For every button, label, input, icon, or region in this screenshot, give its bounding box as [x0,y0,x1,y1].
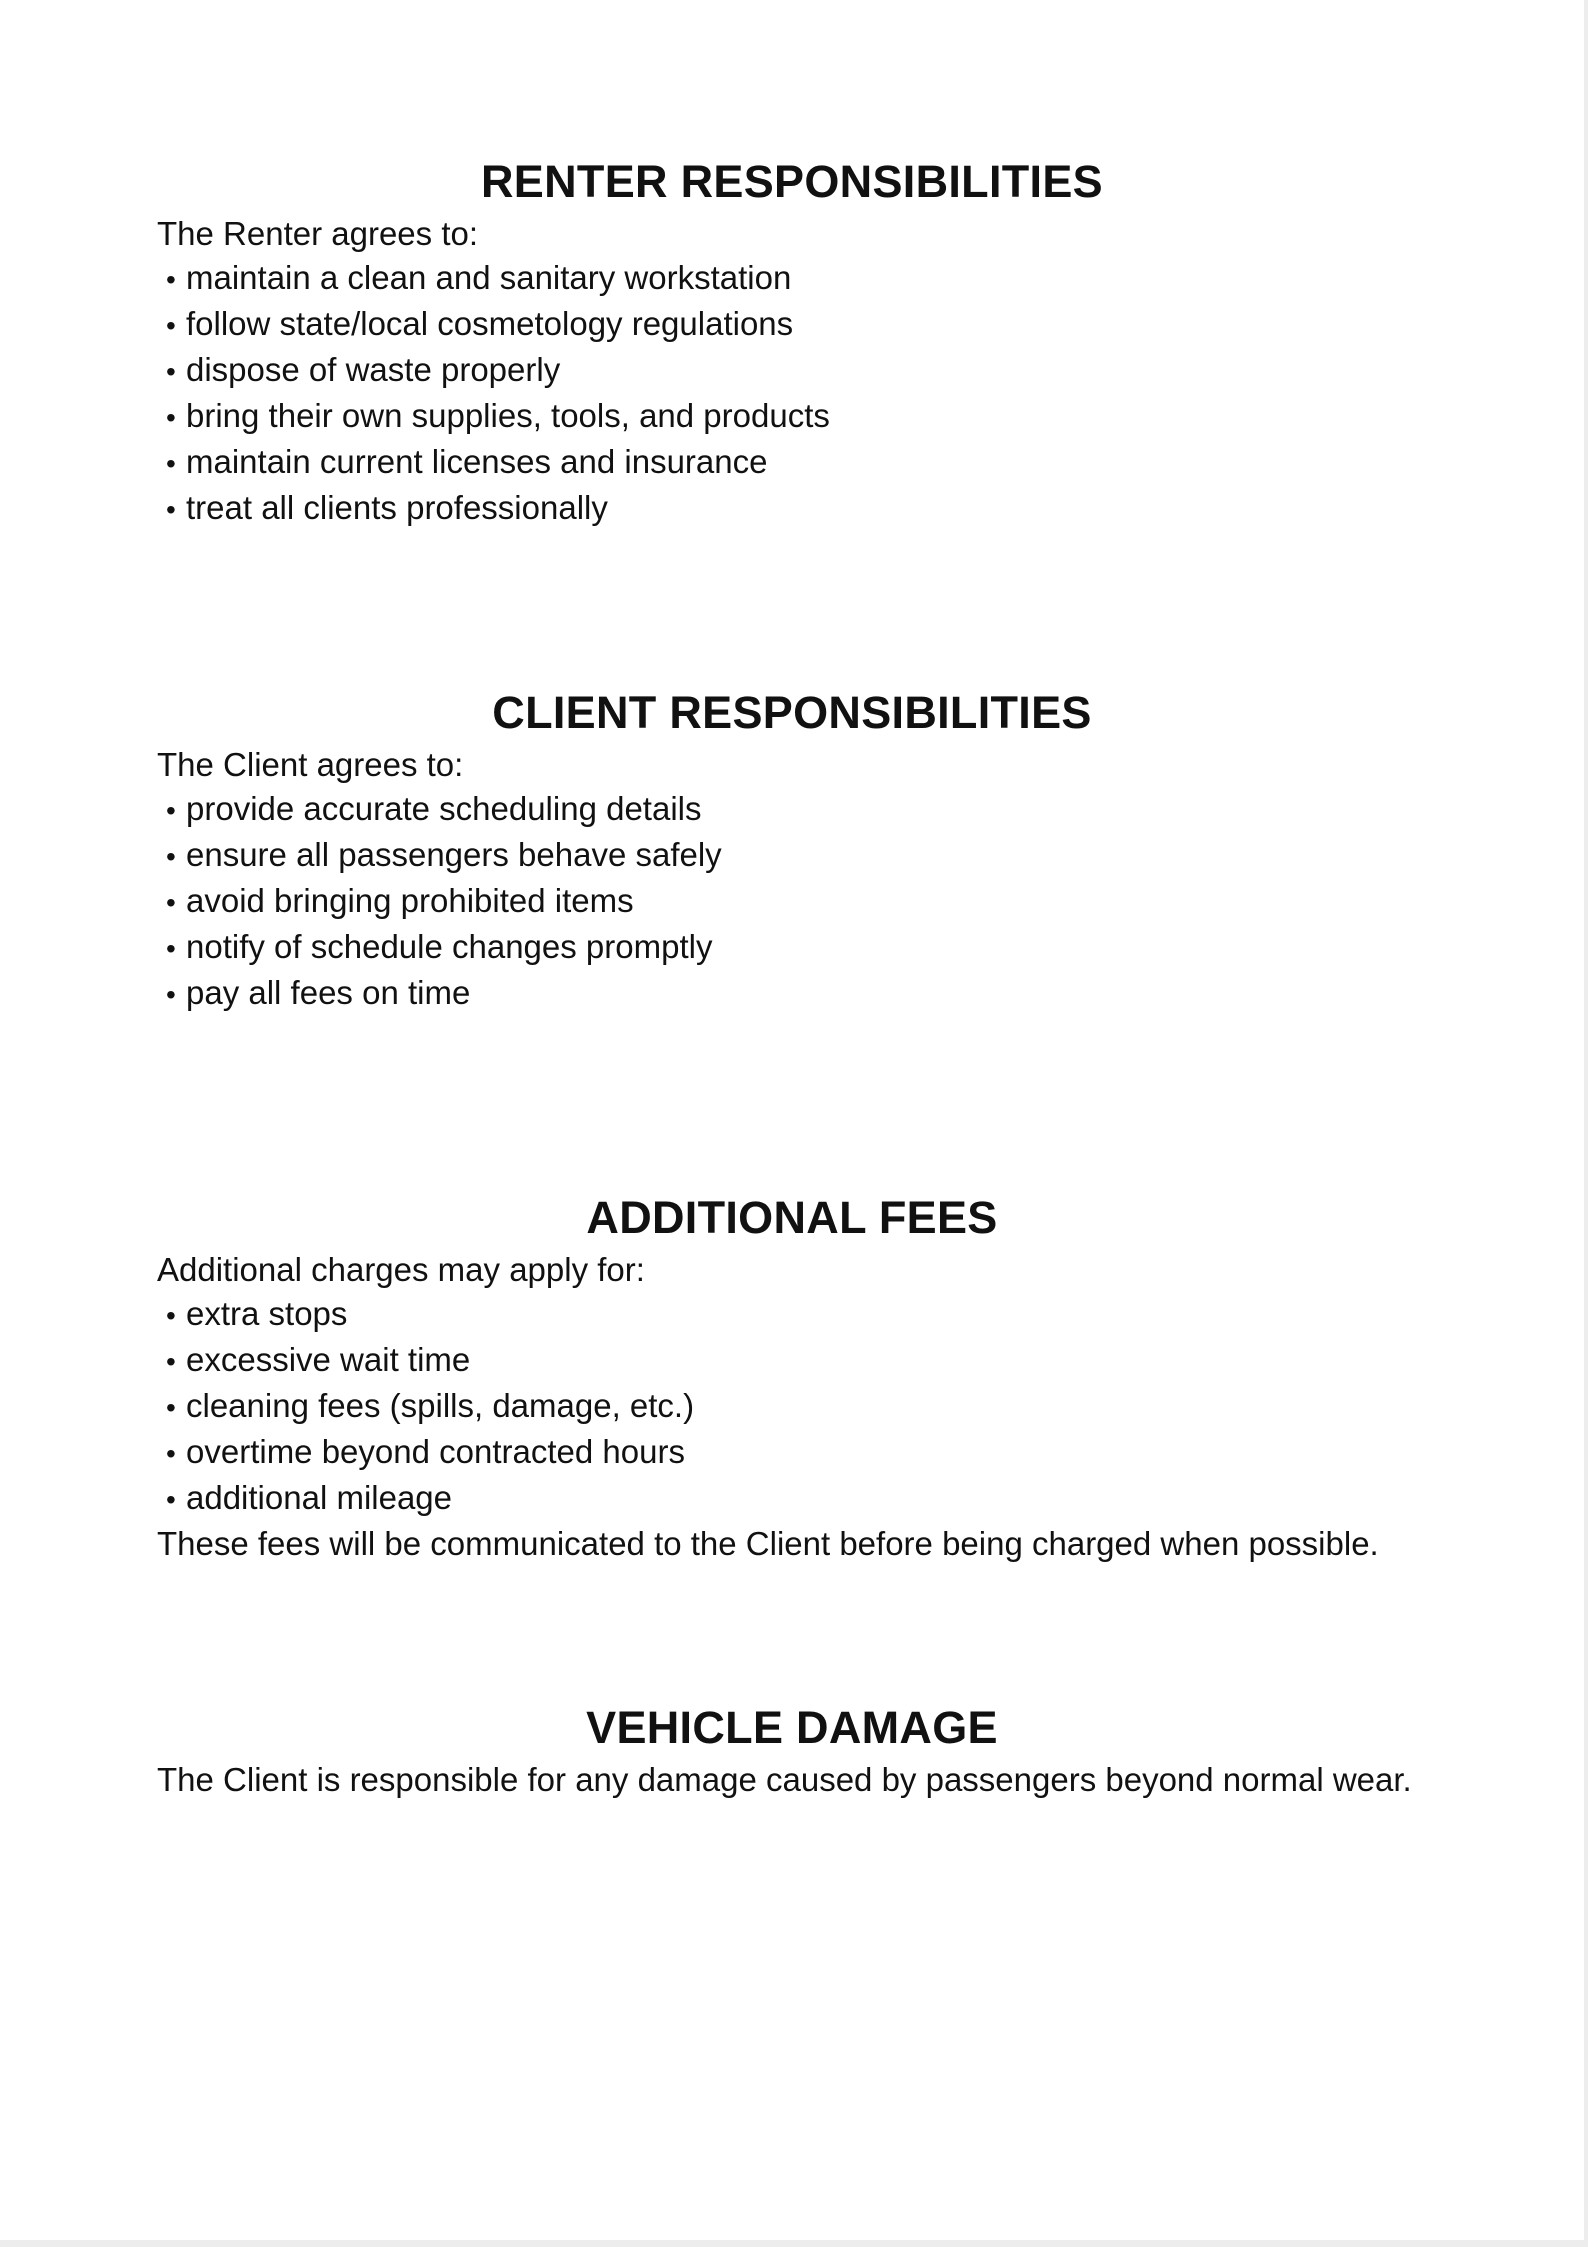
section-heading: RENTER RESPONSIBILITIES [481,156,1103,207]
bullet-icon: • [166,494,176,525]
list-item-text: additional mileage [186,1479,453,1516]
list-item-text: pay all fees on time [186,974,471,1011]
list-item [157,440,1427,486]
list-item [157,1430,1427,1476]
bullet-icon: • [166,933,176,964]
bullet-icon: • [166,1484,176,1515]
list-item [157,1476,1427,1522]
bullet-list [157,256,1427,532]
bullet-icon: • [166,1438,176,1469]
bullet-icon: • [166,402,176,433]
section-intro: The Renter agrees to: [157,215,479,252]
list-item [157,394,1427,440]
list-item-text: notify of schedule changes promptly [186,928,713,965]
bullet-icon: • [166,979,176,1010]
list-item [157,787,1427,833]
list-item [157,925,1427,971]
list-item-text: maintain a clean and sanitary workstation [186,259,792,296]
vehicle-damage-section [157,1702,1427,1802]
bullet-list [157,787,1427,1017]
list-item [157,1292,1427,1338]
list-item [157,256,1427,302]
list-item-text: excessive wait time [186,1341,471,1378]
list-item-text: extra stops [186,1295,348,1332]
section-intro: Additional charges may apply for: [157,1251,645,1288]
list-item [157,971,1427,1017]
fees-note: These fees will be communicated to the Client before being charged when possible. [157,1525,1379,1562]
list-item-text: treat all clients professionally [186,489,608,526]
list-item-text: ensure all passengers behave safely [186,836,722,873]
section-heading: ADDITIONAL FEES [586,1192,998,1243]
section-heading: CLIENT RESPONSIBILITIES [492,687,1092,738]
list-item-text: avoid bringing prohibited items [186,882,634,919]
bullet-icon: • [166,1392,176,1423]
client-responsibilities-section [157,687,1427,1017]
bullet-icon: • [166,1300,176,1331]
list-item [157,879,1427,925]
bullet-icon: • [166,264,176,295]
list-item [157,302,1427,348]
list-item [157,833,1427,879]
list-item [157,348,1427,394]
damage-text: The Client is responsible for any damage caused by passengers beyond normal wear. [157,1761,1412,1798]
list-item [157,486,1427,532]
list-item-text: follow state/local cosmetology regulations [186,305,794,342]
list-item [157,1384,1427,1430]
bullet-icon: • [166,887,176,918]
bullet-icon: • [166,356,176,387]
bullet-icon: • [166,1346,176,1377]
section-intro: The Client agrees to: [157,746,464,783]
renter-responsibilities-section [157,156,1427,532]
list-item [157,1338,1427,1384]
bullet-icon: • [166,448,176,479]
section-heading: VEHICLE DAMAGE [586,1702,998,1753]
list-item-text: cleaning fees (spills, damage, etc.) [186,1387,695,1424]
bullet-icon: • [166,841,176,872]
bullet-list [157,1292,1427,1522]
list-item-text: overtime beyond contracted hours [186,1433,685,1470]
additional-fees-section [157,1192,1427,1566]
bullet-icon: • [166,795,176,826]
list-item-text: maintain current licenses and insurance [186,443,768,480]
list-item-text: dispose of waste properly [186,351,561,388]
bullet-icon: • [166,310,176,341]
list-item-text: bring their own supplies, tools, and products [186,397,830,434]
list-item-text: provide accurate scheduling details [186,790,702,827]
